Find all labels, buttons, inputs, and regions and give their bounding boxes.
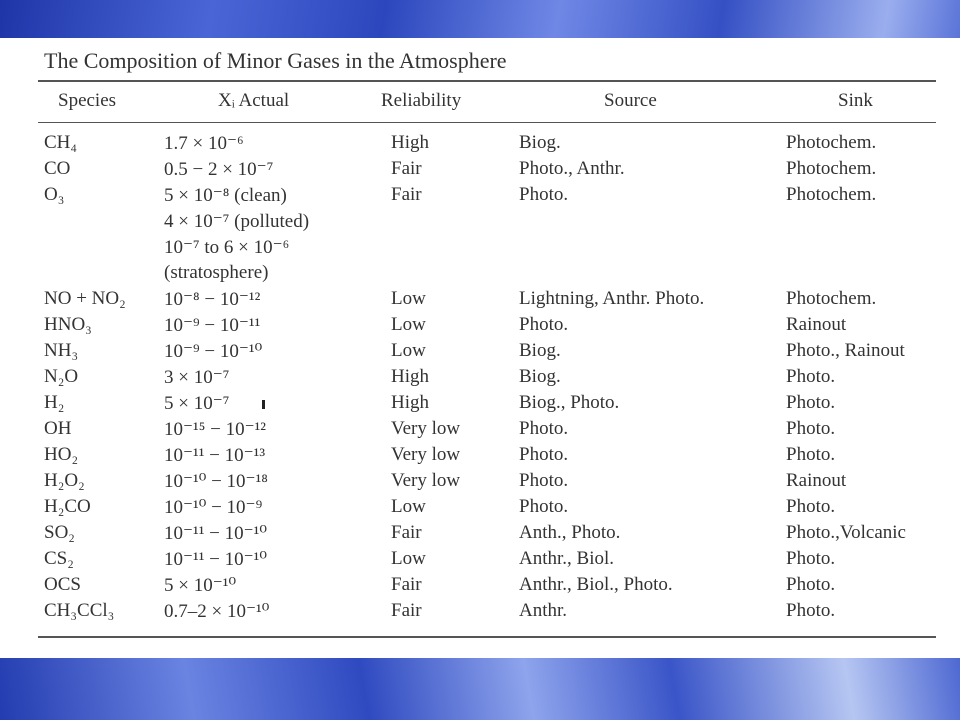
cell-species: NH₃ — [44, 340, 79, 361]
stray-mark — [262, 400, 265, 409]
cell-species: SO₂ — [44, 522, 75, 543]
cell-xi-actual: 5 × 10⁻¹⁰ — [164, 575, 237, 596]
bottom-rule — [38, 636, 936, 638]
slide — [0, 38, 960, 658]
cell-reliability: Fair — [391, 184, 422, 205]
cell-xi-actual: 10⁻⁷ to 6 × 10⁻⁶ — [164, 237, 290, 258]
cell-source: Photo. — [519, 184, 569, 205]
background-top-band — [0, 0, 960, 38]
cell-xi-actual: 10⁻¹⁰ − 10⁻⁹ — [164, 497, 263, 518]
cell-sink: Photochem. — [786, 184, 877, 205]
cell-xi-actual: 10⁻¹¹ − 10⁻¹⁰ — [164, 549, 267, 570]
cell-reliability: Very low — [391, 418, 461, 439]
cell-species: CS₂ — [44, 548, 74, 569]
cell-species: CH₃CCl₃ — [44, 600, 115, 621]
cell-xi-actual: 0.7–2 × 10⁻¹⁰ — [164, 601, 270, 622]
cell-species: NO + NO₂ — [44, 288, 126, 309]
cell-source: Anthr., Biol. — [519, 548, 615, 569]
cell-xi-actual: 5 × 10⁻⁸ (clean) — [164, 185, 287, 206]
cell-sink: Photo. — [786, 574, 836, 595]
cell-sink: Photo. — [786, 444, 836, 465]
cell-source: Anthr. — [519, 600, 568, 621]
cell-xi-actual: 4 × 10⁻⁷ (polluted) — [164, 211, 310, 232]
cell-xi-actual: 10⁻¹¹ − 10⁻¹³ — [164, 445, 266, 466]
cell-sink: Photo. — [786, 496, 836, 517]
cell-sink: Photochem. — [786, 132, 877, 153]
cell-xi-actual: 0.5 − 2 × 10⁻⁷ — [164, 159, 274, 180]
cell-sink: Photo.,Volcanic — [786, 522, 906, 543]
cell-sink: Photochem. — [786, 158, 877, 179]
cell-source: Anth., Photo. — [519, 522, 621, 543]
cell-reliability: Fair — [391, 574, 422, 595]
cell-reliability: Very low — [391, 444, 461, 465]
header-species: Species — [58, 90, 117, 111]
cell-source: Anthr., Biol., Photo. — [519, 574, 673, 595]
cell-reliability: Very low — [391, 470, 461, 491]
cell-sink: Photo. — [786, 418, 836, 439]
cell-sink: Photo. — [786, 392, 836, 413]
cell-source: Biog., Photo. — [519, 392, 620, 413]
cell-source: Photo. — [519, 470, 569, 491]
cell-species: O₃ — [44, 184, 65, 205]
cell-species: N₂O — [44, 366, 79, 387]
cell-reliability: Low — [391, 340, 426, 361]
cell-species: OCS — [44, 574, 81, 595]
cell-species: H₂O₂ — [44, 470, 85, 491]
cell-xi-actual: 10⁻¹¹ − 10⁻¹⁰ — [164, 523, 267, 544]
cell-xi-actual: 10⁻¹⁵ − 10⁻¹² — [164, 419, 266, 440]
cell-reliability: Fair — [391, 600, 422, 621]
header-xi-actual: Xᵢ Actual — [218, 90, 290, 111]
cell-sink: Photo. — [786, 548, 836, 569]
cell-reliability: Low — [391, 314, 426, 335]
cell-xi-actual: 5 × 10⁻⁷ — [164, 393, 230, 414]
cell-reliability: Low — [391, 496, 426, 517]
table-title: The Composition of Minor Gases in the Atmosphere — [44, 48, 507, 73]
cell-xi-actual: 10⁻⁹ − 10⁻¹⁰ — [164, 341, 263, 362]
header-rule — [38, 122, 936, 123]
cell-species: H₂CO — [44, 496, 91, 517]
cell-source: Photo. — [519, 496, 569, 517]
cell-species: CH₄ — [44, 132, 78, 153]
header-reliability: Reliability — [381, 90, 462, 111]
cell-xi-actual: 3 × 10⁻⁷ — [164, 367, 230, 388]
header-sink: Sink — [838, 90, 873, 111]
cell-source: Biog. — [519, 132, 561, 153]
cell-source: Photo. — [519, 314, 569, 335]
cell-species: HO₂ — [44, 444, 79, 465]
cell-sink: Photo. — [786, 600, 836, 621]
cell-source: Photo. — [519, 418, 569, 439]
cell-source: Photo. — [519, 444, 569, 465]
cell-xi-actual: (stratosphere) — [164, 262, 269, 283]
cell-species: HNO₃ — [44, 314, 92, 335]
cell-sink: Rainout — [786, 314, 847, 335]
cell-sink: Photo. — [786, 366, 836, 387]
cell-sink: Photo., Rainout — [786, 340, 905, 361]
cell-source: Biog. — [519, 340, 561, 361]
cell-xi-actual: 10⁻⁹ − 10⁻¹¹ — [164, 315, 261, 336]
cell-reliability: Low — [391, 548, 426, 569]
cell-xi-actual: 10⁻⁸ − 10⁻¹² — [164, 289, 261, 310]
header-source: Source — [604, 90, 657, 111]
cell-reliability: High — [391, 366, 429, 387]
cell-reliability: Low — [391, 288, 426, 309]
cell-reliability: High — [391, 392, 429, 413]
cell-reliability: Fair — [391, 158, 422, 179]
cell-sink: Photochem. — [786, 288, 877, 309]
cell-source: Biog. — [519, 366, 561, 387]
cell-xi-actual: 1.7 × 10⁻⁶ — [164, 133, 244, 154]
cell-reliability: Fair — [391, 522, 422, 543]
cell-sink: Rainout — [786, 470, 847, 491]
cell-species: CO — [44, 158, 71, 179]
cell-xi-actual: 10⁻¹⁰ − 10⁻¹⁸ — [164, 471, 268, 492]
cell-reliability: High — [391, 132, 429, 153]
background-bottom-band — [0, 658, 960, 720]
cell-source: Lightning, Anthr. Photo. — [519, 288, 705, 309]
cell-species: OH — [44, 418, 72, 439]
top-rule — [38, 80, 936, 82]
cell-species: H₂ — [44, 392, 65, 413]
cell-source: Photo., Anthr. — [519, 158, 625, 179]
